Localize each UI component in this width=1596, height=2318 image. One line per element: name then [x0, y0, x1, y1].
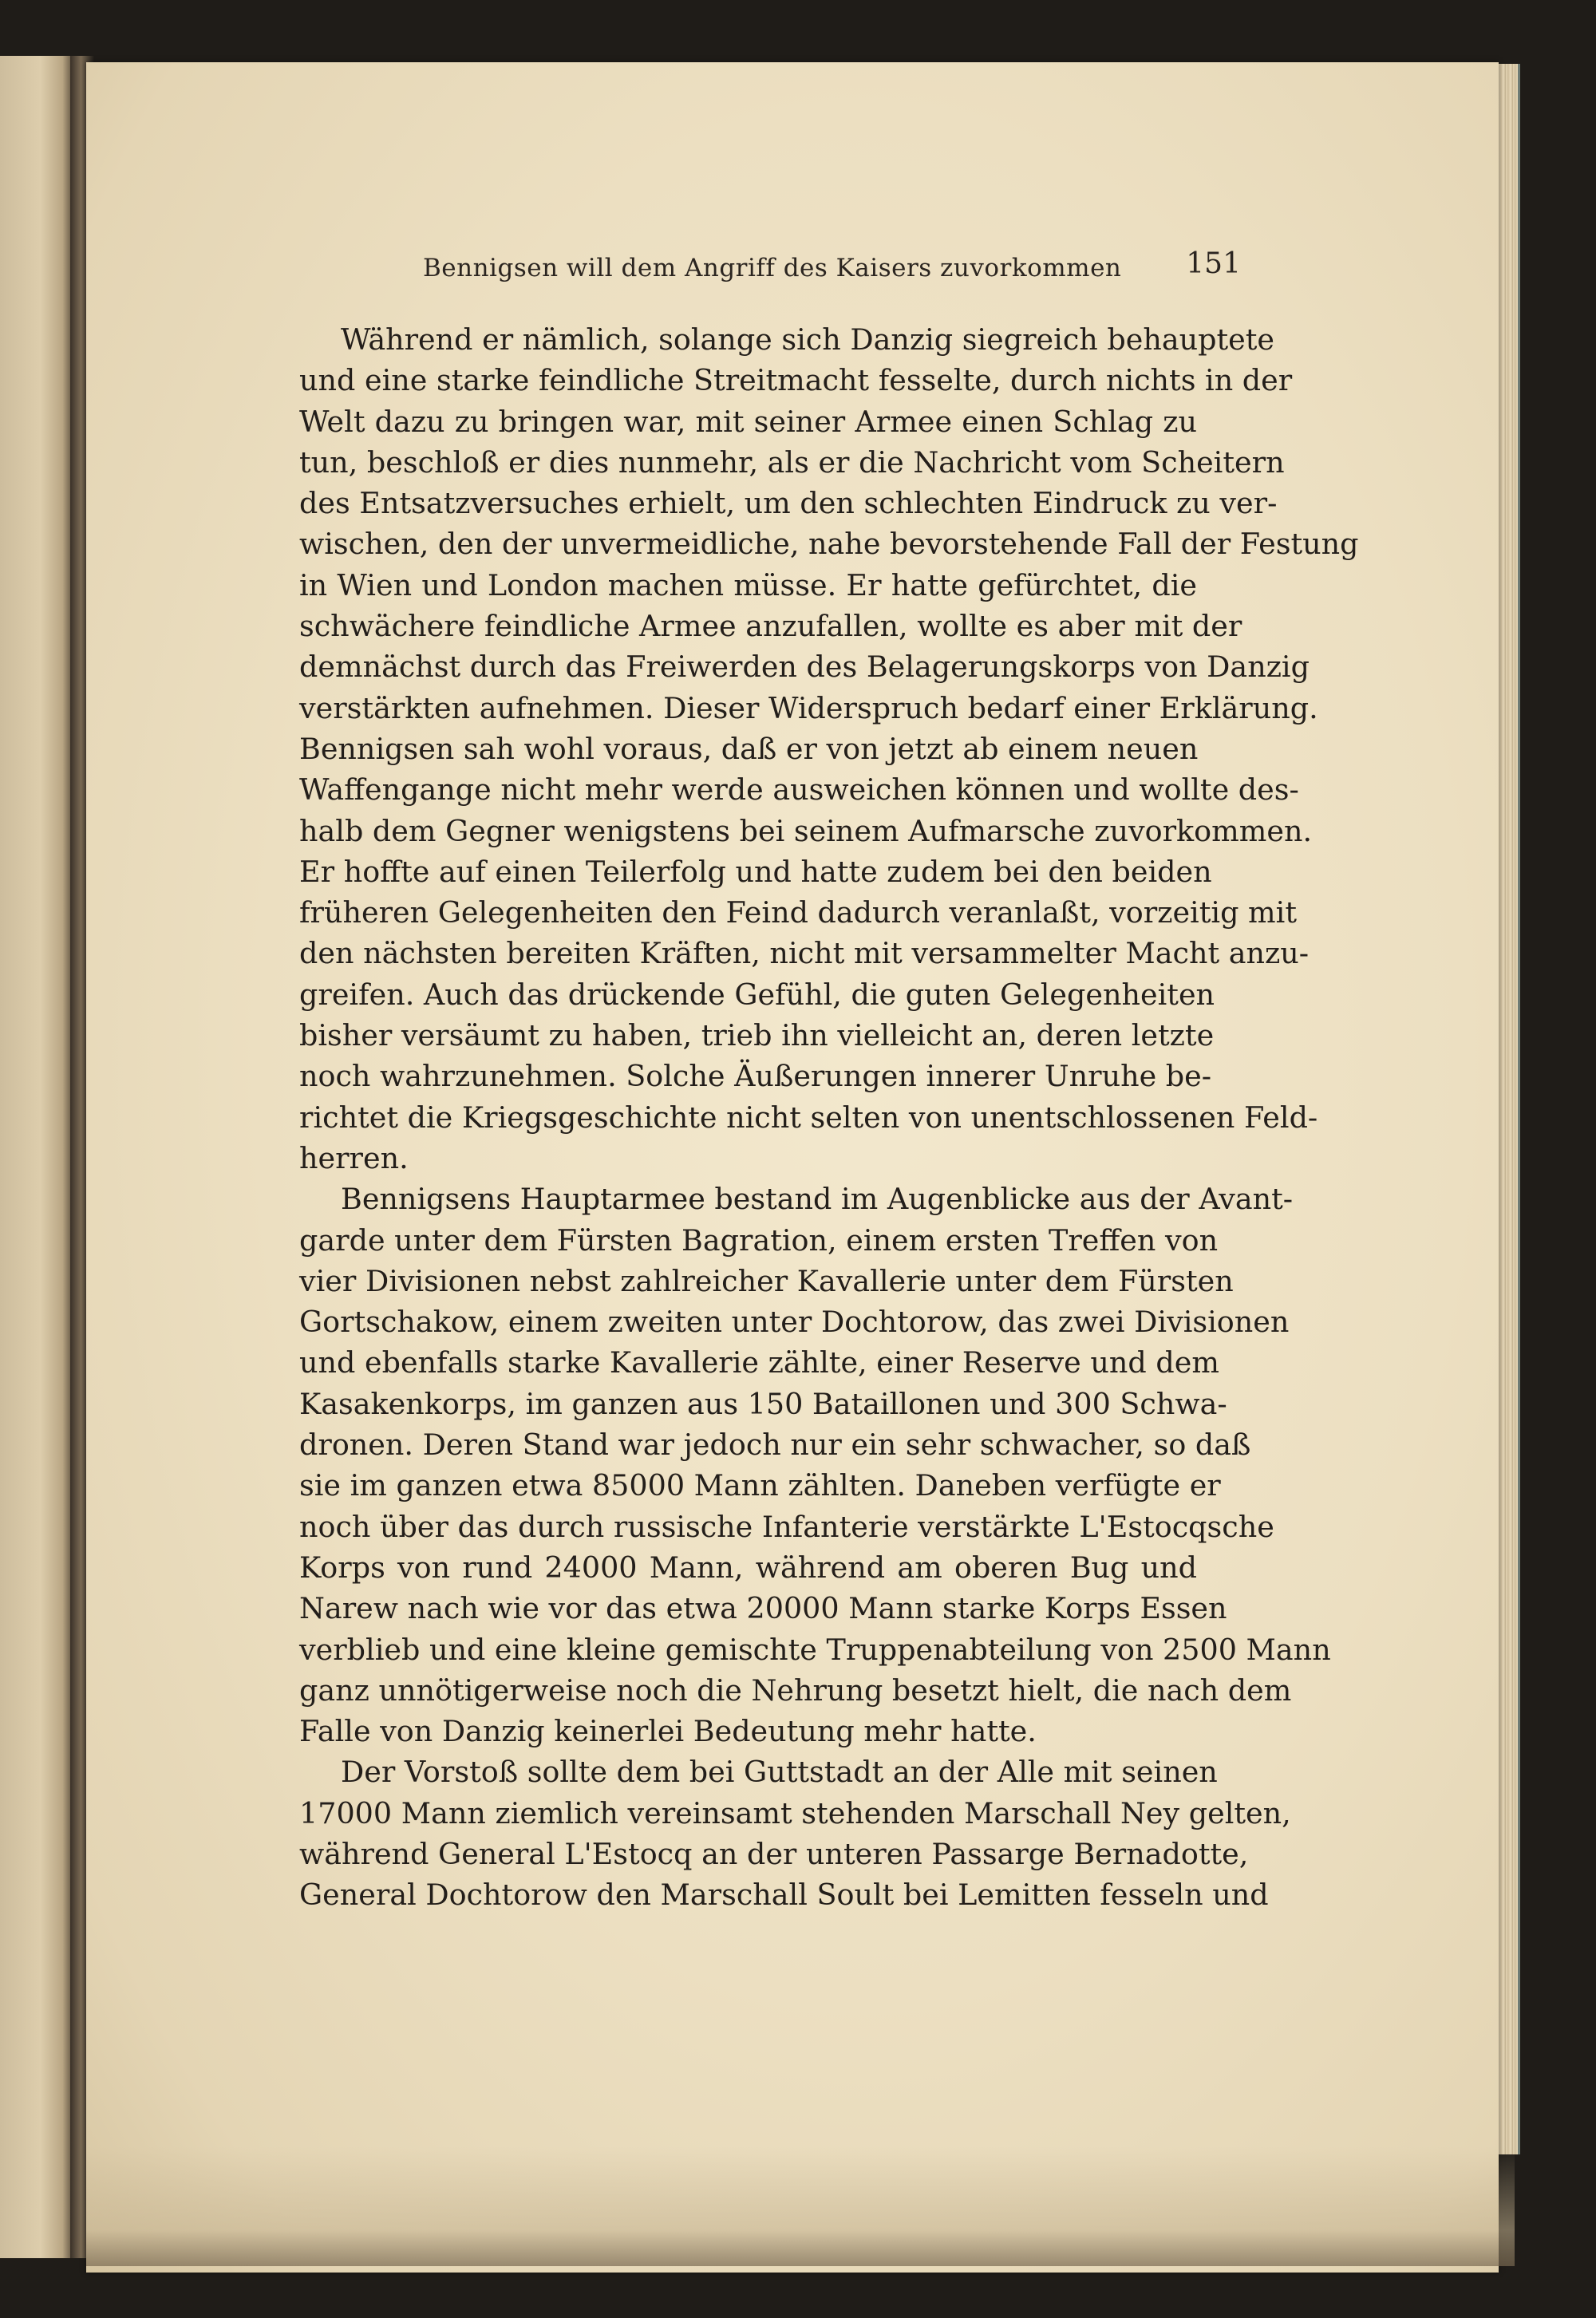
text-line: während General L'Estocq an der unteren Passarge Bernadotte, [299, 1836, 1249, 1871]
text-line: Narew nach wie vor das etwa 20000 Mann starke Korps Essen [299, 1591, 1227, 1626]
text-line: noch wahrzunehmen. Solche Äußerungen innerer Unruhe be- [299, 1059, 1212, 1094]
text-line: garde unter dem Fürsten Bagration, einem ersten Treffen von [299, 1222, 1219, 1258]
text-line: den nächsten bereiten Kräften, nicht mit versammelter Macht anzu- [299, 936, 1310, 971]
text-line: herren. [299, 1140, 409, 1175]
text-line: verblieb und eine kleine gemischte Truppenabteilung von 2500 Mann [299, 1632, 1331, 1667]
text-line: sie im ganzen etwa 85000 Mann zählten. Daneben verfügte er [299, 1468, 1221, 1503]
text-line: Kasakenkorps, im ganzen aus 150 Bataillonen und 300 Schwa- [299, 1386, 1227, 1421]
left-page-edge [0, 56, 73, 2258]
text-line: noch über das durch russische Infanterie verstärkte L'Estocqsche [299, 1509, 1274, 1544]
text-line: Gortschakow, einem zweiten unter Dochtorow, das zwei Divisionen [299, 1305, 1290, 1340]
text-line: in Wien und London machen müsse. Er hatte gefürchtet, die [299, 567, 1197, 602]
text-line: und eine starke feindliche Streitmacht fesselte, durch nichts in der [299, 363, 1293, 398]
text-line: Waffengange nicht mehr werde ausweichen können und wollte des- [299, 772, 1299, 808]
text-line: richtet die Kriegsgeschichte nicht selten von unentschlossenen Feld- [299, 1100, 1318, 1135]
text-line: schwächere feindliche Armee anzufallen, wollte es aber mit der [299, 609, 1242, 644]
text-line: Der Vorstoß sollte dem bei Guttstadt an der Alle mit seinen [341, 1755, 1218, 1790]
page-number: 151 [1186, 247, 1241, 280]
text-line: vier Divisionen nebst zahlreicher Kavallerie unter dem Fürsten [299, 1263, 1234, 1298]
text-line: 17000 Mann ziemlich vereinsamt stehenden Marschall Ney gelten, [299, 1795, 1291, 1830]
text-line: Während er nämlich, solange sich Danzig siegreich behauptete [341, 322, 1275, 357]
text-line: halb dem Gegner wenigstens bei seinem Aufmarsche zuvorkommen. [299, 813, 1313, 848]
page-bottom-shadow [86, 2146, 1515, 2266]
text-line: Welt dazu zu bringen war, mit seiner Armee einen Schlag zu [299, 404, 1197, 439]
text-line: ganz unnötigerweise noch die Nehrung besetzt hielt, die nach dem [299, 1672, 1292, 1708]
text-line: Korps von rund 24000 Mann, während am oberen Bug und [299, 1550, 1197, 1585]
text-line: tun, beschloß er dies nunmehr, als er die Nachricht vom Scheitern [299, 444, 1285, 480]
text-line: demnächst durch das Freiwerden des Belagerungskorps von Danzig [299, 650, 1310, 685]
text-line: früheren Gelegenheiten den Feind dadurch veranlaßt, vorzeitig mit [299, 895, 1297, 930]
text-line: Bennigsen sah wohl voraus, daß er von jetzt ab einem neuen [299, 731, 1199, 766]
text-line: General Dochtorow den Marschall Soult bei Lemitten fesseln und [299, 1878, 1269, 1913]
running-head: Bennigsen will dem Angriff des Kaisers zuvorkommen [423, 254, 1122, 282]
text-line: des Entsatzversuches erhielt, um den schlechten Eindruck zu ver- [299, 486, 1278, 521]
body-text [299, 319, 1359, 1916]
text-line: Falle von Danzig keinerlei Bedeutung mehr hatte. [299, 1714, 1037, 1749]
text-line: bisher versäumt zu haben, trieb ihn vielleicht an, deren letzte [299, 1018, 1215, 1053]
text-line: greifen. Auch das drückende Gefühl, die guten Gelegenheiten [299, 977, 1215, 1012]
text-line: und ebenfalls starke Kavallerie zählte, einer Reserve und dem [299, 1345, 1219, 1380]
text-line: dronen. Deren Stand war jedoch nur ein sehr schwacher, so daß [299, 1428, 1251, 1463]
text-line: verstärkten aufnehmen. Dieser Widerspruch bedarf einer Erklärung. [299, 690, 1318, 725]
text-line: wischen, den der unvermeidliche, nahe bevorstehende Fall der Festung [299, 527, 1359, 562]
text-line: Bennigsens Hauptarmee bestand im Augenblicke aus der Avant- [341, 1182, 1294, 1217]
text-line: Er hoffte auf einen Teilerfolg und hatte zudem bei den beiden [299, 854, 1212, 889]
